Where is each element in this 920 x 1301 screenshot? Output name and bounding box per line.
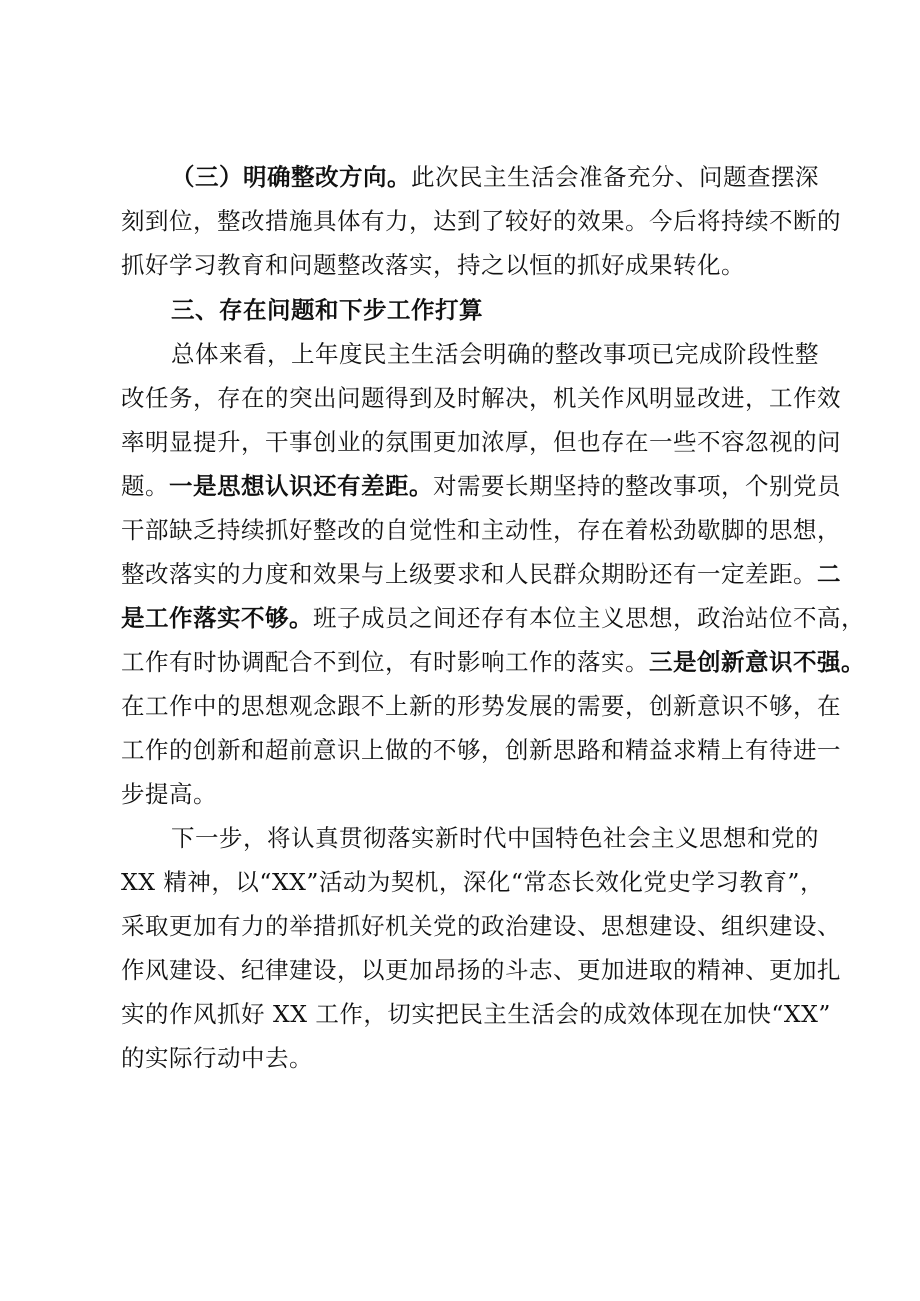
point-two-heading-start: 二 <box>817 560 841 588</box>
section3-line-3: 抓好学习教育和问题整改落实，持之以恒的抓好成果转化。 <box>121 251 745 279</box>
para1-text: 工作有时协调配合不到位，有时影响工作的落实。 <box>121 648 649 676</box>
para1-line-5: 干部缺乏持续抓好整改的自觉性和主动性，存在着松劲歇脚的思想， <box>121 516 841 544</box>
section3-text: 此次民主生活会准备充分、问题查摆深 <box>411 163 819 191</box>
para2-line-3: 采取更加有力的举措抓好机关党的政治建设、思想建设、组织建设、 <box>121 912 841 940</box>
para1-line-2: 改任务，存在的突出问题得到及时解决，机关作风明显改进，工作效 <box>121 384 841 412</box>
para2-line-5: 实的作风抓好 XX 工作，切实把民主生活会的成效体现在加快“XX” <box>121 1000 831 1028</box>
para1-line-6 <box>121 554 841 594</box>
para2-line-2: XX 精神，以“XX”活动为契机，深化“常态长效化党史学习教育”， <box>121 868 824 896</box>
point-three-heading: 三是创新意识不强。 <box>649 648 865 676</box>
section3-line-1 <box>171 157 819 197</box>
para2-line-4: 作风建设、纪律建设，以更加昂扬的斗志、更加进取的精神、更加扎 <box>121 956 841 984</box>
point-two-heading-end: 是工作落实不够。 <box>121 604 313 632</box>
para1-line-10: 工作的创新和超前意识上做的不够，创新思路和精益求精上有待进一 <box>121 736 841 764</box>
para2-line-6: 的实际行动中去。 <box>121 1044 313 1072</box>
point-one-heading: 一是思想认识还有差距。 <box>169 472 433 500</box>
para1-line-1: 总体来看，上年度民主生活会明确的整改事项已完成阶段性整 <box>171 340 819 368</box>
para1-text: 对需要长期坚持的整改事项，个别党员 <box>433 472 841 500</box>
para1-line-8 <box>121 642 865 682</box>
section3-heading: （三）明确整改方向。 <box>171 163 411 191</box>
para1-line-4 <box>121 466 841 506</box>
para1-text: 题。 <box>121 472 169 500</box>
para1-line-9: 在工作中的思想观念跟不上新的形势发展的需要，创新意识不够，在 <box>121 692 841 720</box>
section3-line-2: 刻到位，整改措施具体有力，达到了较好的效果。今后将持续不断的 <box>121 207 841 235</box>
para1-line-3: 率明显提升，干事创业的氛围更加浓厚，但也存在一些不容忽视的问 <box>121 428 841 456</box>
para1-text: 班子成员之间还存有本位主义思想，政治站位不高， <box>313 604 865 632</box>
para1-text: 整改落实的力度和效果与上级要求和人民群众期盼还有一定差距。 <box>121 560 817 588</box>
section-heading-3: 三、存在问题和下步工作打算 <box>171 296 483 324</box>
para1-line-11: 步提高。 <box>121 780 217 808</box>
para1-line-7 <box>121 598 865 638</box>
para2-line-1: 下一步，将认真贯彻落实新时代中国特色社会主义思想和党的 <box>171 824 819 852</box>
